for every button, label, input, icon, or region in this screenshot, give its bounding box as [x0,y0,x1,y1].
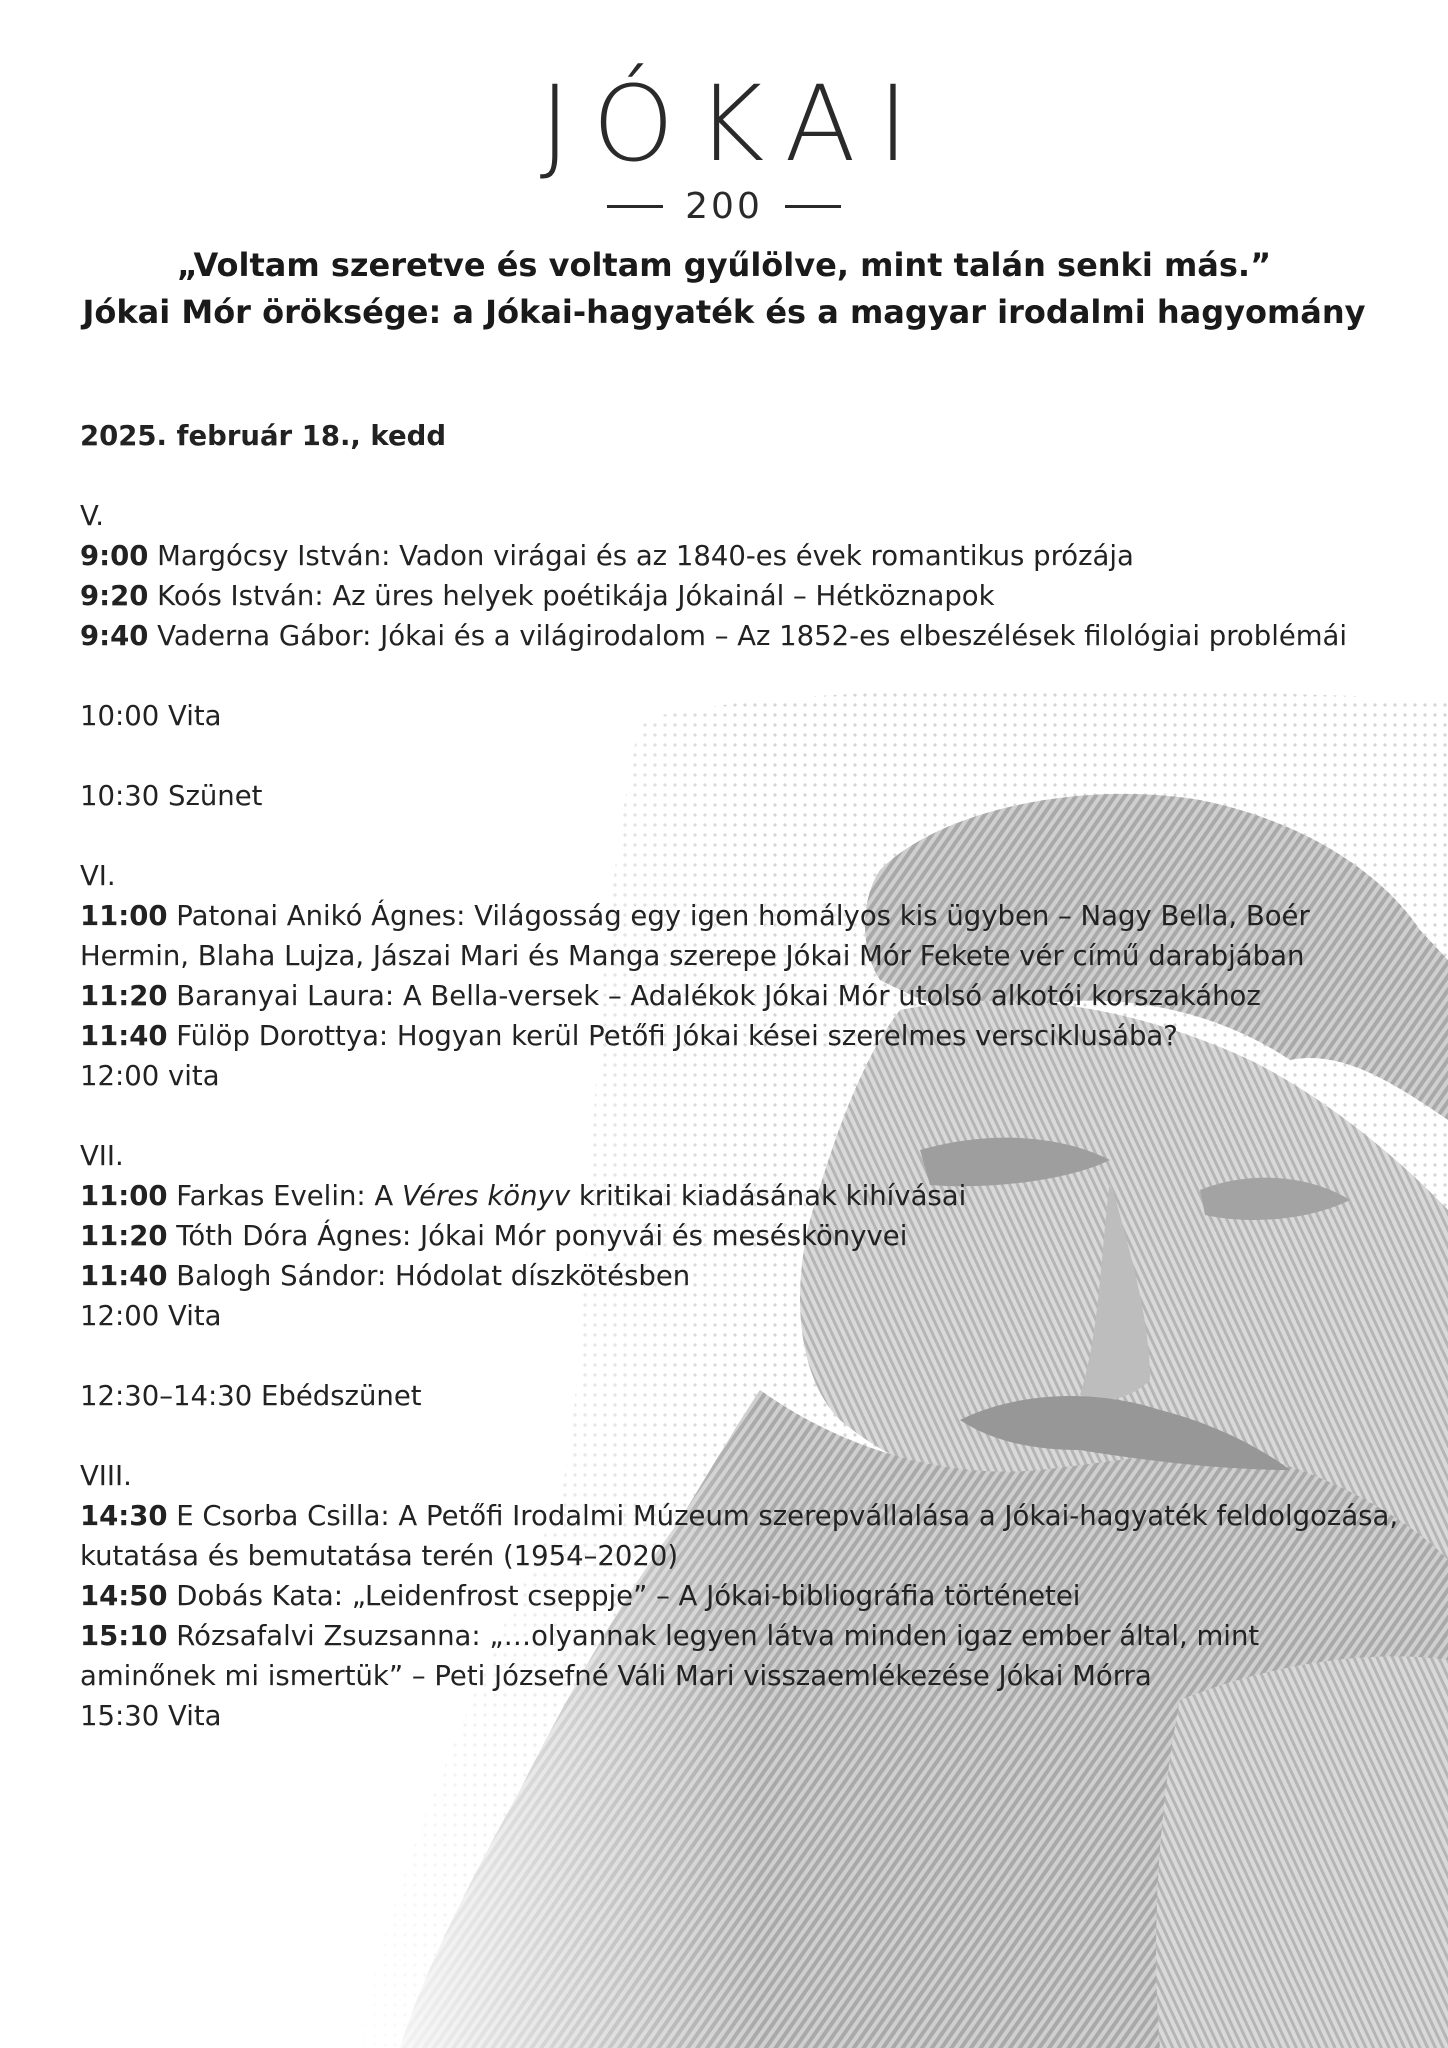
talk-time: 14:30 [80,1500,168,1532]
talk-time: 11:20 [80,980,168,1012]
talk-item [80,1496,1400,1576]
talk-title: Rózsafalvi Zsuzsanna: „…olyannak legyen látva minden igaz ember által, mint aminőnek mi ismertük” – Peti Józsefné Váli Mari visszaemlékezése Jókai Mórra [80,1620,1260,1692]
talk-item [80,1176,1400,1216]
talk-item [80,616,1400,656]
talk-title: Koós István: Az üres helyek poétikája Jókainál – Hétköznapok [157,580,995,612]
talk-time: 9:00 [80,540,149,572]
talk-title-before: Farkas Evelin: A [176,1180,402,1212]
talk-title: Tóth Dóra Ágnes: Jókai Mór ponyvái és meséskönyvei [176,1220,908,1252]
lunch-break: 12:30–14:30 Ebédszünet [80,1380,422,1412]
talk-title: Fülöp Dorottya: Hogyan kerül Petőfi Jókai kései szerelmes versciklusába? [176,1020,1178,1052]
talk-item [80,1576,1400,1616]
talk-title: Vaderna Gábor: Jókai és a világirodalom – Az 1852-es elbeszélések filológiai problémái [157,620,1348,652]
talk-time: 9:20 [80,580,149,612]
talk-title: Balogh Sándor: Hódolat díszkötésben [176,1260,691,1292]
header-quote: „Voltam szeretve és voltam gyűlölve, mint talán senki más.” [176,246,1272,284]
talk-item [80,576,1400,616]
talk-item [80,976,1400,1016]
talk-title: Baranyai Laura: A Bella-versek – Adalékok Jókai Mór utolsó alkotói korszakához [176,980,1261,1012]
logo-dash-right [785,205,841,208]
session-vi-discussion: 12:00 vita [80,1060,220,1092]
talk-time: 11:00 [80,1180,168,1212]
logo-dash-left [607,205,663,208]
program-date: 2025. február 18., kedd [80,420,446,452]
session-vii-discussion: 12:00 Vita [80,1300,222,1332]
talk-item [80,536,1400,576]
header-subtitle: Jókai Mór öröksége: a Jókai-hagyaték és a magyar irodalmi hagyomány [82,293,1366,331]
program [80,416,1400,1736]
header [0,242,1448,336]
talk-title: Margócsy István: Vadon virágai és az 1840-es évek romantikus prózája [157,540,1134,572]
break-item: 10:30 Szünet [80,780,263,812]
talk-item [80,1216,1400,1256]
talk-title-after: kritikai kiadásának kihívásai [570,1180,967,1212]
talk-item [80,1616,1400,1696]
session-v-discussion: 10:00 Vita [80,700,222,732]
talk-item [80,896,1400,976]
session-vi-label: VI. [80,860,116,892]
jokai-200-logo [0,63,1448,227]
talk-title: Dobás Kata: „Leidenfrost cseppje” – A Jókai-bibliográfia történetei [176,1580,1081,1612]
talk-time: 11:20 [80,1220,168,1252]
talk-time: 14:50 [80,1580,168,1612]
session-viii-discussion: 15:30 Vita [80,1700,222,1732]
logo-wordmark: JÓKAI [539,63,931,185]
talk-item [80,1016,1400,1056]
talk-time: 11:40 [80,1020,168,1052]
talk-time: 11:00 [80,900,168,932]
session-vii-label: VII. [80,1140,124,1172]
talk-title: E Csorba Csilla: A Petőfi Irodalmi Múzeum szerepvállalása a Jókai-hagyaték feldolgozása, kutatása és bemutatása terén (1954–2020) [80,1500,1399,1572]
talk-time: 11:40 [80,1260,168,1292]
talk-time: 15:10 [80,1620,168,1652]
session-viii-label: VIII. [80,1460,132,1492]
talk-title: Patonai Anikó Ágnes: Világosság egy igen homályos kis ügyben – Nagy Bella, Boér Hermin, Blaha Lujza, Jászai Mari és Manga szerepe Jókai Mór Fekete vér című darabjában [80,900,1310,972]
talk-time: 9:40 [80,620,149,652]
logo-anniversary [0,186,1448,227]
talk-title-italic: Véres könyv [401,1180,571,1212]
logo-number: 200 [685,186,763,227]
talk-item [80,1256,1400,1296]
session-v-label: V. [80,500,105,532]
